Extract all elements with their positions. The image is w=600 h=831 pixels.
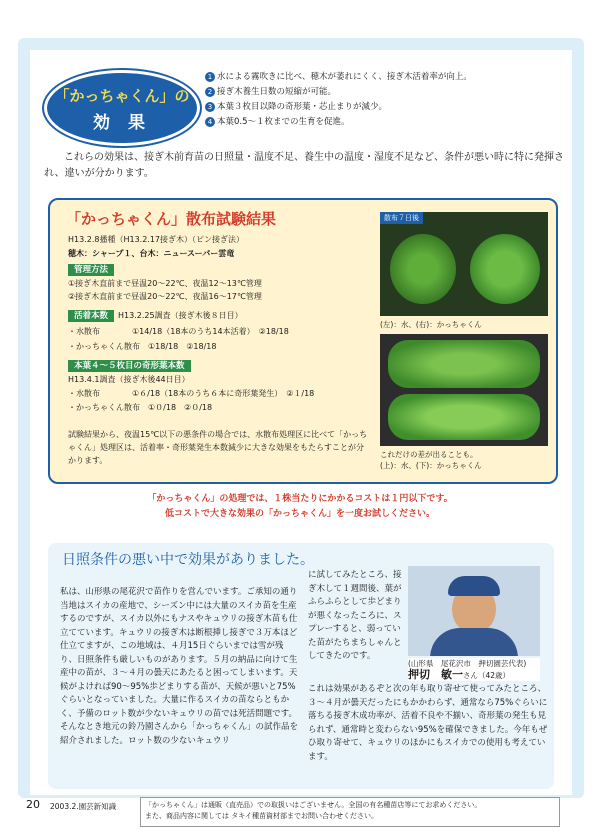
- footer-note2: また、商品内容に関しては タキイ種苗資材部までお問い合わせください。: [145, 812, 378, 820]
- effect-item: 1 水による霧吹きに比べ、穂木が萎れにくく、接ぎ木活着率が向上。: [205, 70, 575, 85]
- testimonial-col2a: に試してみたところ、接ぎ木して１週間後、葉がふらふらとして歩どまりが悪くなったころに、スプレーすると、弱っていた苗がたちまちしゃんとしてきたのです。: [308, 570, 402, 661]
- person-name: 押切 敏一: [408, 668, 463, 681]
- photo2-caption2: (上)：水、(下)：かっちゃくん: [380, 461, 482, 470]
- deform-date: H13.4.1調査（接ぎ木後44日目）: [68, 375, 190, 384]
- page-number: 20: [26, 798, 40, 811]
- deform-tag: 本葉４〜５枚目の奇形葉本数: [68, 360, 191, 372]
- cost-note: 「かっちゃくん」の処理では、１株当たりにかかるコストは１円以下です。: [147, 494, 453, 504]
- try-note: 低コストで大きな効果の「かっちゃくん」を一度お試しください。: [164, 509, 435, 519]
- cap-shape: [448, 576, 500, 596]
- trial-box: [48, 198, 558, 484]
- issue-label: 2003.2.園芸新知識: [50, 802, 117, 811]
- photo2-caption1: これだけの差が出ることも。: [380, 450, 478, 459]
- rooting-line: ・水散布 ①14/18（18本のうち14本活着） ②18/18: [68, 327, 289, 336]
- effect-item: 3 本葉３枚目以降の奇形葉・芯止まりが減少。: [205, 100, 575, 115]
- rooting-line: ・かっちゃくん散布 ①18/18 ②18/18: [68, 342, 217, 351]
- photo-difference: [380, 334, 548, 446]
- farmer-photo: [408, 566, 540, 656]
- person-label: [408, 658, 540, 681]
- mgmt-line: ①接ぎ木直前まで昼温20〜22℃、夜温12〜13℃管理: [68, 279, 262, 288]
- trial-conclusion: 試験結果から、夜温15℃以下の悪条件の場合では、水散布処理区に比べて「かっちゃくん」処理区は、活着率・奇形葉発生本数減少に大きな効果をもたらすことが分かります。: [68, 430, 368, 465]
- sow-line: H13.2.8播種（H13.2.17接ぎ木）（ピン接ぎ法）: [68, 235, 245, 244]
- effect-item: 4 本葉0.5〜１枚までの生育を促進。: [205, 115, 575, 130]
- deform-line: ・水散布 ①６/18（18本のうち６本に奇形葉発生） ②１/18: [68, 389, 315, 398]
- deform-line: ・かっちゃくん散布 ①０/18 ②０/18: [68, 403, 213, 412]
- jacket-shape: [430, 628, 518, 656]
- photo-seven-days: [380, 212, 548, 316]
- variety-line: 穂木：シャープ１、台木：ニュースーパー雲竜: [68, 249, 235, 258]
- photo1-label: 散布７日後: [380, 212, 423, 224]
- mgmt-line: ②接ぎ木直前まで昼温20〜22℃、夜温16〜17℃管理: [68, 292, 262, 301]
- rooting-date: H13.2.25調査（接ぎ木後８日目）: [118, 311, 243, 320]
- seedlings-water-top: [388, 340, 540, 388]
- testimonial-col2b: これは効果があるぞと次の年も取り寄せて使ってみたところ、３〜４月が曇天だったにもかかわらず、通常なら75%ぐらいに落ちる接ぎ木成功率が、活着不良や不揃い、奇形葉の発生も見られず、通常時と変わらない95%を確保できました。今年もぜひ取り寄せて、キュウリのほかにもスイカでの使用も考えています。: [308, 684, 548, 762]
- seedlings-kacchakun: [470, 234, 540, 304]
- mgmt-tag: 管理方法: [68, 264, 114, 276]
- effect-badge: [44, 70, 200, 146]
- footer-note1: 「かっちゃくん」は通販（直売品）での取扱いはございません。全国の有名種苗店等にてお求めください。: [145, 801, 482, 809]
- trial-title: 「かっちゃくん」散布試験結果: [66, 210, 277, 228]
- intro-text: これらの効果は、接ぎ木前育苗の日照量・温度不足、養生中の温度・湿度不足など、条件が悪い時に特に発揮され、違いが分かります。: [44, 152, 564, 179]
- seedlings-kacchakun-bottom: [388, 394, 540, 440]
- testimonial-col1: 私は、山形県の尾花沢で苗作りを営んでいます。ご承知の通り当地はスイカの産地で、シーズン中には大量のスイカ苗を生産するのですが、スイカ以外にもナスやキュウリの接ぎ木苗も仕立てています。キュウリの接ぎ木は断根挿し接ぎで３万本ほど仕立てますが、この地域は、４月15日ぐらいまでは雪が残り、日照条件も厳しいものがあります。５月の納品に向けて生産中の苗が、３〜４月の曇天にあたると困ってしまいます。天候がよければ90〜95%歩どまりする苗が、天候が悪いと75%ぐらいとなっていました。大量に作るスイカの苗ならともかく、予備のロット数が少ないキュウリの苗では死活問題です。そんなとき地元の鈴乃園さんから「かっちゃくん」の試作品を紹介されました。ロット数の少ないキュウリ: [60, 587, 299, 746]
- badge-subtitle: 効 果: [93, 113, 151, 133]
- footer-note-box: [140, 797, 560, 827]
- rooting-tag: 活着本数: [68, 310, 114, 322]
- effect-item: 2 接ぎ木養生日数の短縮が可能。: [205, 85, 575, 100]
- badge-title: 「かっちゃくん」の: [54, 87, 190, 105]
- testimonial-heading: 日照条件の悪い中で効果がありました。: [62, 552, 314, 568]
- photo1-caption: (左)：水、(右)：かっちゃくん: [380, 320, 482, 329]
- seedlings-water: [390, 234, 456, 304]
- person-org: (山形県 尾花沢市 押切園芸代表): [408, 659, 527, 668]
- person-suffix: さん（42歳）: [463, 671, 511, 680]
- effects-list: [205, 70, 575, 130]
